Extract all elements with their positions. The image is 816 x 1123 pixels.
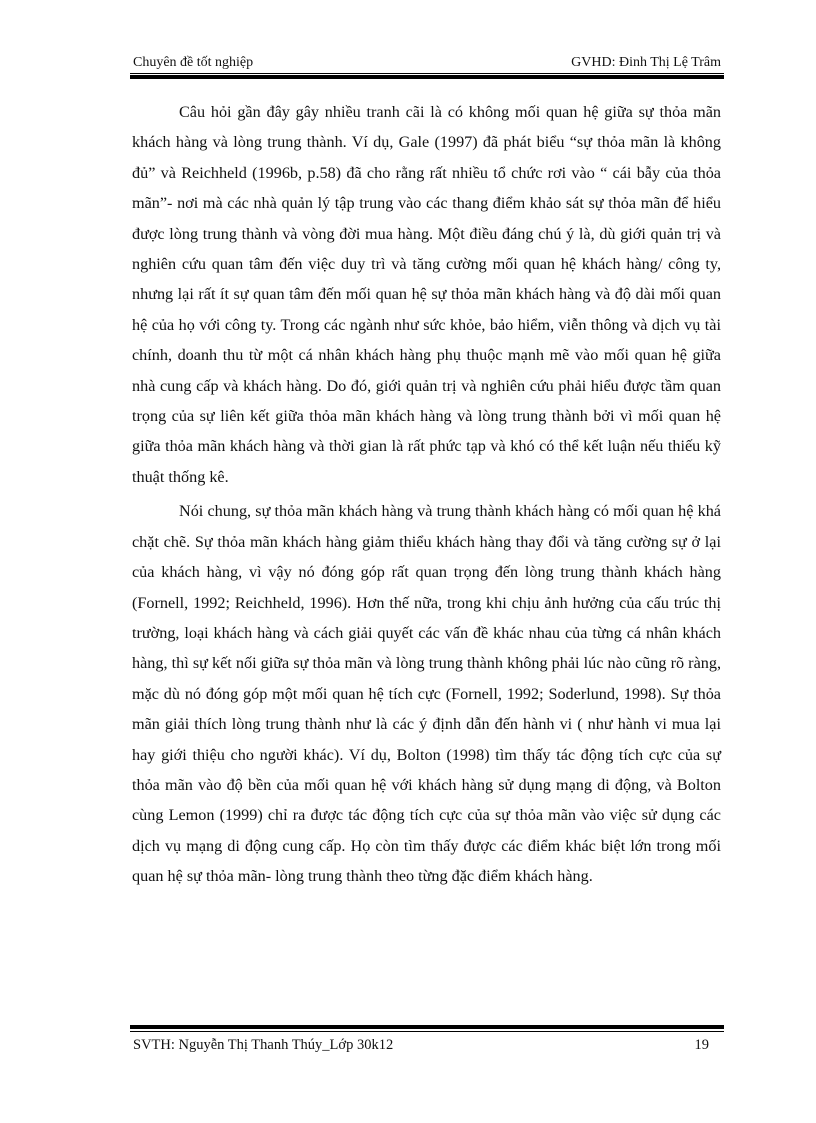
header-divider-thin [130,73,724,74]
header-divider-thick [130,75,724,79]
body-paragraph-1: Câu hỏi gần đây gây nhiều tranh cãi là có không mối quan hệ giữa sự thỏa mãn khách hàng và lòng trung thành. Ví dụ, Gale (1997) đã phát biểu “sự thỏa mãn là không đủ” và Reichheld (1996b, p.58) đã cho rằng rất nhiều tổ chức rơi vào “ cái bẫy của thỏa mãn”- nơi mà các nhà quản lý tập trung vào các thang điểm khảo sát sự thỏa mãn để hiểu được lòng trung thành và vòng đời mua hàng. Một điều đáng chú ý là, dù giới quản trị và nghiên cứu quan tâm đến việc duy trì và tăng cường mối quan hệ khách hàng/ công ty, nhưng lại rất ít sự quan tâm đến mối quan hệ sự thỏa mãn khách hàng và độ dài mối quan hệ của họ với công ty. Trong các ngành như sức khỏe, bảo hiểm, viễn thông và dịch vụ tài chính, doanh thu từ một cá nhân khách hàng phụ thuộc mạnh mẽ vào mối quan hệ giữa nhà cung cấp và khách hàng. Do đó, giới quản trị và nghiên cứu phải hiểu được tầm quan trọng của sự liên kết giữa thỏa mãn khách hàng và lòng trung thành bởi vì mối quan hệ giữa thỏa mãn khách hàng và thời gian là rất phức tạp và khó có thể kết luận nếu thiếu kỹ thuật thống kê. [132,103,721,486]
footer-student-info: SVTH: Nguyễn Thị Thanh Thúy_Lớp 30k12 [133,1037,394,1053]
footer-divider-thin [130,1031,724,1032]
body-paragraph-2: Nói chung, sự thỏa mãn khách hàng và trung thành khách hàng có mối quan hệ khá chặt chẽ. Sự thỏa mãn khách hàng giảm thiểu khách hàng thay đổi và tăng cường sự ở lại của khách hàng, vì vậy nó đóng góp rất quan trọng đến lòng trung thành khách hàng (Fornell, 1992; Reichheld, 1996). Hơn thế nữa, trong khi chịu ảnh hưởng của cấu trúc thị trường, loại khách hàng và cách giải quyết các vấn đề khác nhau của từng cá nhân khách hàng, thì sự kết nối giữa sự thỏa mãn và lòng trung thành không phải lúc nào cũng rõ ràng, mặc dù nó đóng góp một mối quan hệ tích cực (Fornell, 1992; Soderlund, 1998). Sự thỏa mãn giải thích lòng trung thành như là các ý định dẫn đến hành vi ( như hành vi mua lại hay giới thiệu cho người khác). Ví dụ, Bolton (1998) tìm thấy tác động tích cực của sự thỏa mãn vào độ bền của mối quan hệ với khách hàng sử dụng mạng di động, và Bolton cùng Lemon (1999) chỉ ra được tác động tích cực của sự thỏa mãn vào việc sử dụng các dịch vụ mạng di động cung cấp. Họ còn tìm thấy được các điểm khác biệt lớn trong mối quan hệ sự thỏa mãn- lòng trung thành theo từng đặc điểm khách hàng. [132,502,721,886]
header-advisor: GVHD: Đinh Thị Lệ Trâm [571,55,721,70]
page-header [133,50,721,72]
header-document-title: Chuyên đề tốt nghiệp [133,55,254,70]
page-number: 19 [694,1037,709,1053]
main-body-text [132,97,721,896]
page-footer [133,1034,709,1056]
footer-divider-thick [130,1025,724,1029]
